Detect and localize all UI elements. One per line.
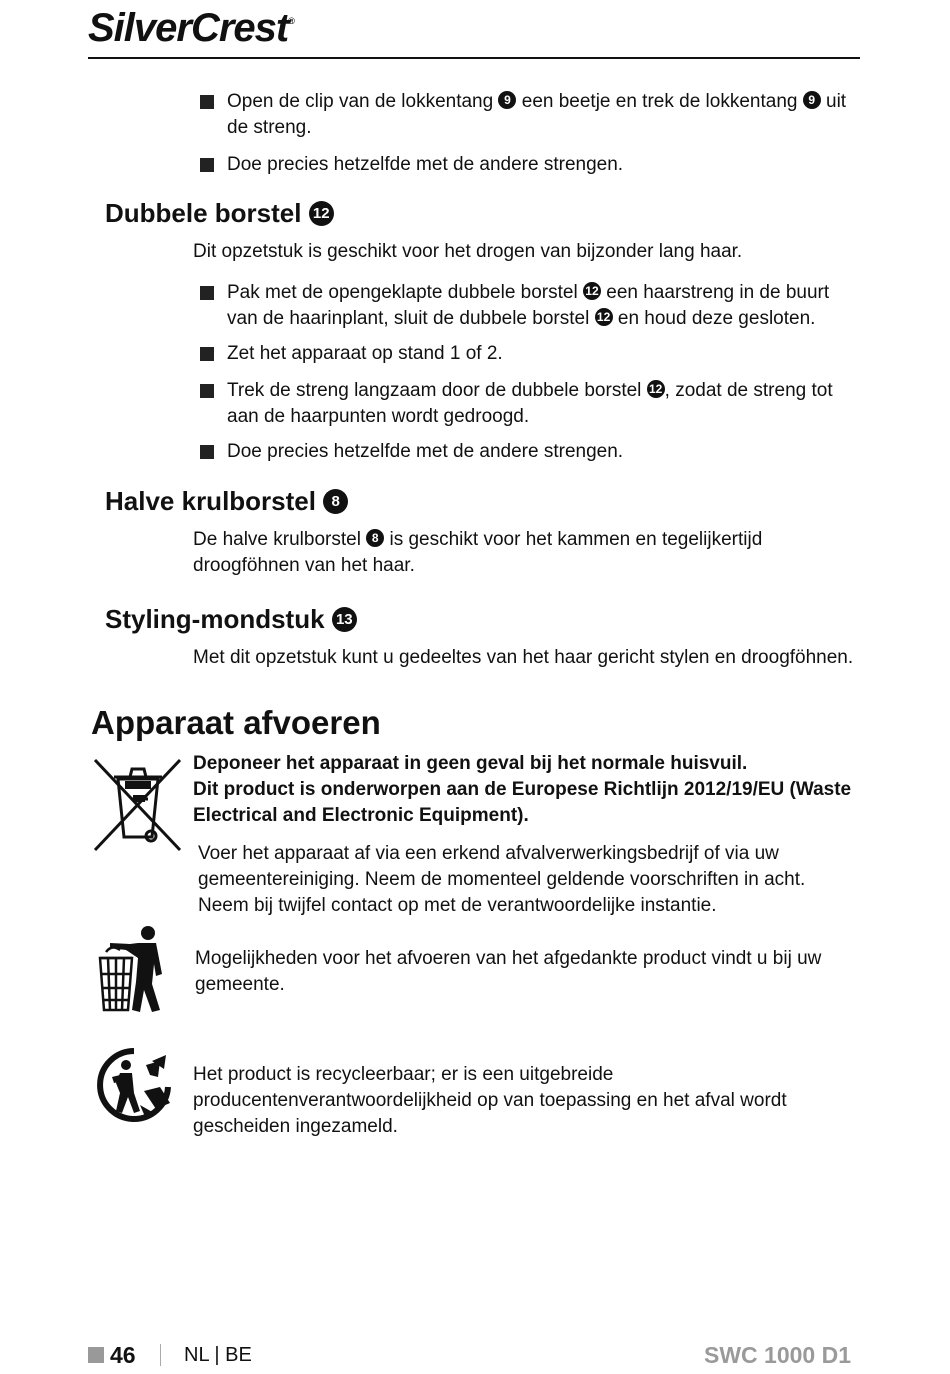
dispose-in-bin-icon — [96, 924, 168, 1014]
bullet-item — [200, 378, 860, 430]
bullet-item — [200, 280, 860, 332]
section-heading-styling-mondstuk: Styling-mondstuk 13 — [105, 604, 357, 634]
part-number-badge: 9 — [803, 91, 821, 109]
weee-instruction-text: Voer het apparaat af via een erkend afvalverwerkingsbedrijf of via uw gemeentereiniging. Neem de momenteel geldende voorschriften in acht. Neem bij twijfel contact op met de verantwoordelijke instantie. — [198, 843, 806, 916]
bin-disposal-text: Mogelijkheden voor het afvoeren van het afgedankte product vindt u bij uw gemeente. — [195, 948, 822, 995]
part-number-badge: 12 — [595, 308, 613, 326]
bullet-text: Doe precies hetzelfde met de andere strengen. — [227, 154, 624, 175]
section-intro: Dit opzetstuk is geschikt voor het drogen van bijzonder lang haar. — [193, 241, 743, 262]
bullet-item — [200, 152, 860, 178]
part-number-badge: 12 — [309, 201, 334, 226]
bullet-item — [200, 439, 860, 465]
part-number-badge: 8 — [323, 489, 348, 514]
brand-logo: SilverCrest® — [88, 6, 294, 50]
bullet-text: Open de clip van de lokkentang 9 een beetje en trek de lokkentang 9 uit de streng. — [227, 91, 847, 138]
part-number-badge: 12 — [647, 380, 665, 398]
part-number-badge: 13 — [332, 607, 357, 632]
section-text: Met dit opzetstuk kunt u gedeeltes van het haar gericht stylen en droogföhnen. — [193, 647, 854, 668]
header-rule — [88, 57, 860, 59]
part-number-badge: 8 — [366, 529, 384, 547]
footer-square — [88, 1347, 104, 1363]
registered-mark: ® — [288, 16, 294, 26]
bullet-text: Pak met de opengeklapte dubbele borstel 12 een haarstreng in de buurt van de haarinplant, sluit de dubbele borstel 12 en houd deze gesloten. — [227, 282, 830, 329]
footer-model-number: SWC 1000 D1 — [704, 1342, 852, 1368]
part-number-badge: 12 — [583, 282, 601, 300]
footer-languages: NL | BE — [184, 1344, 252, 1366]
bullet-text: Doe precies hetzelfde met de andere strengen. — [227, 441, 624, 462]
bullet-square — [200, 95, 214, 109]
bullet-text: Zet het apparaat op stand 1 of 2. — [227, 343, 503, 364]
bullet-text: Trek de streng langzaam door de dubbele borstel 12 , zodat de streng tot aan de haarpunten wordt gedroogd. — [227, 380, 833, 427]
section-heading-dubbele-borstel: Dubbele borstel 12 — [105, 198, 334, 228]
bullet-item — [200, 89, 860, 141]
footer-divider — [160, 1344, 161, 1366]
bullet-item — [200, 341, 860, 367]
bullet-square — [200, 445, 214, 459]
section-text: De halve krulborstel 8 is geschikt voor het kammen en tegelijkertijd droogföhnen van het haar. — [193, 529, 763, 576]
warning-bold-text: Deponeer het apparaat in geen geval bij het normale huisvuil. Dit product is onderworpen aan de Europese Richtlijn 2012/19/EU (Waste Electrical and Electronic Equipment). — [193, 753, 852, 826]
bullet-square — [200, 158, 214, 172]
section-heading-halve-krulborstel: Halve krulborstel 8 — [105, 486, 348, 516]
recycle-triman-icon — [96, 1047, 176, 1123]
bullet-square — [200, 286, 214, 300]
bullet-square — [200, 347, 214, 361]
page-number: 46 — [110, 1342, 136, 1368]
recycle-text: Het product is recycleerbaar; er is een uitgebreide producentenverantwoordelijkheid op van toepassing en het afval wordt gescheiden ingezameld. — [193, 1064, 787, 1137]
crossed-out-wheelie-bin-icon — [92, 757, 184, 853]
part-number-badge: 9 — [498, 91, 516, 109]
page-section-heading-apparaat-afvoeren: Apparaat afvoeren — [91, 704, 381, 741]
bullet-square — [200, 384, 214, 398]
